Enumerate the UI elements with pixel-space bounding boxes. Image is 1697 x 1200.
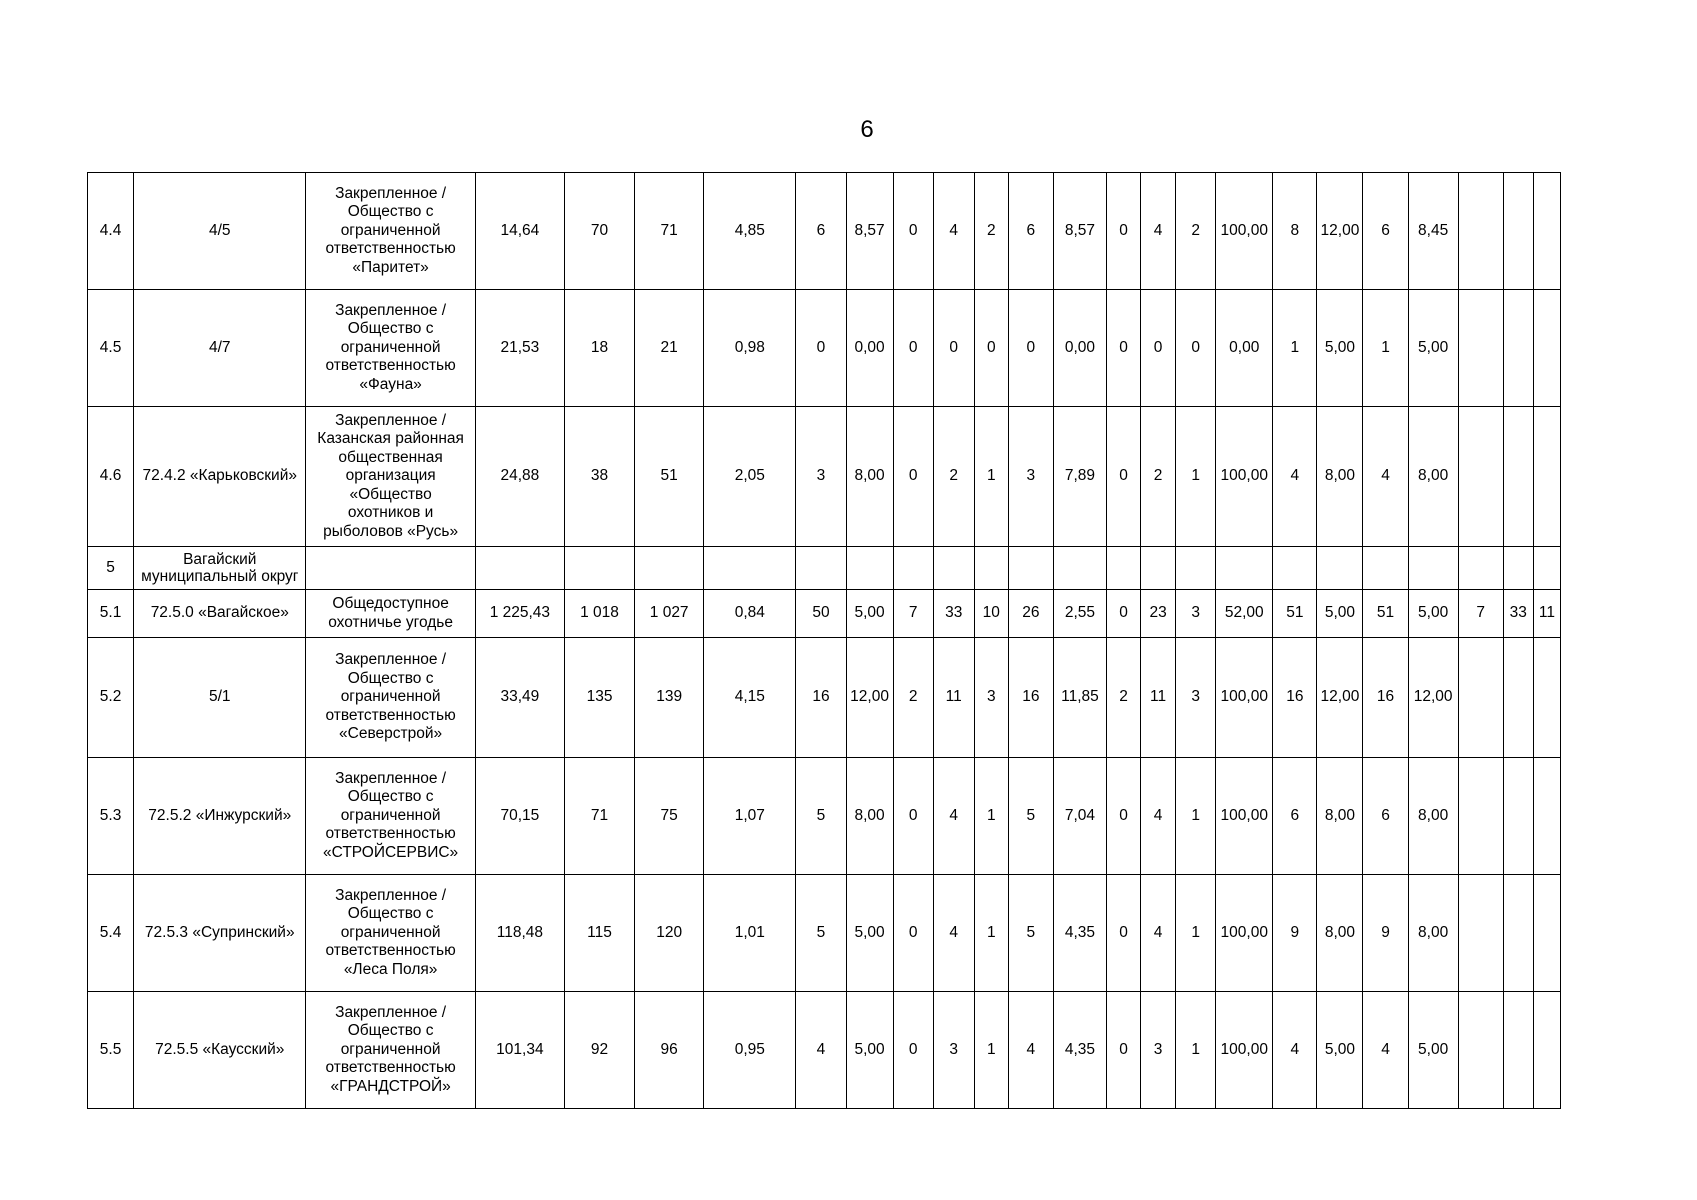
table-cell: 7 <box>893 590 933 638</box>
table-cell: 2 <box>933 407 974 547</box>
table-cell: 51 <box>1363 590 1408 638</box>
table-cell: 0,00 <box>846 290 893 407</box>
table-cell: 12,00 <box>1317 173 1363 290</box>
table-cell: 118,48 <box>475 875 564 992</box>
table-cell: 0,98 <box>704 290 796 407</box>
table-cell: 4/7 <box>134 290 306 407</box>
table-cell: 7 <box>1458 590 1503 638</box>
table-cell: 4,15 <box>704 638 796 758</box>
table-cell: 100,00 <box>1216 407 1273 547</box>
table-cell <box>1458 290 1503 407</box>
table-cell: 5 <box>88 547 134 590</box>
table-cell: 1 <box>974 875 1008 992</box>
table-cell <box>933 547 974 590</box>
table-cell <box>1533 290 1560 407</box>
table-cell: Закрепленное / Общество с ограниченной ответственностью «Паритет» <box>306 173 475 290</box>
table-cell: 5,00 <box>1408 992 1458 1109</box>
table-cell: 3 <box>974 638 1008 758</box>
table-cell: 5.5 <box>88 992 134 1109</box>
table-cell <box>1503 407 1533 547</box>
table-cell: 5,00 <box>1408 290 1458 407</box>
table-cell: 72.5.5 «Каусский» <box>134 992 306 1109</box>
table-row <box>88 590 1561 638</box>
table-cell: 2 <box>1176 173 1216 290</box>
table-cell: 1 <box>1176 407 1216 547</box>
table-cell: 101,34 <box>475 992 564 1109</box>
table-cell <box>1503 290 1533 407</box>
table-cell: 4 <box>1141 875 1176 992</box>
table-cell: 120 <box>635 875 704 992</box>
table-cell: 100,00 <box>1216 875 1273 992</box>
table-cell: 4,35 <box>1053 992 1106 1109</box>
table-cell <box>1458 875 1503 992</box>
table-cell: 100,00 <box>1216 638 1273 758</box>
table-cell <box>1533 547 1560 590</box>
table-cell: Закрепленное / Общество с ограниченной ответственностью «СТРОЙСЕРВИС» <box>306 758 475 875</box>
table-cell <box>475 547 564 590</box>
table-cell <box>1408 547 1458 590</box>
table-cell: 5,00 <box>846 992 893 1109</box>
table-cell: 5.3 <box>88 758 134 875</box>
table-cell: 1 <box>974 758 1008 875</box>
table-cell: 5 <box>796 758 846 875</box>
table-cell: 92 <box>564 992 634 1109</box>
table-cell <box>564 547 634 590</box>
table-cell: 11 <box>933 638 974 758</box>
table-cell: 1 <box>1176 875 1216 992</box>
table-cell: 2 <box>974 173 1008 290</box>
table-cell: 4/5 <box>134 173 306 290</box>
table-cell: 5 <box>1008 875 1053 992</box>
table-cell <box>1216 547 1273 590</box>
table-cell: 5,00 <box>1408 590 1458 638</box>
table-cell: 23 <box>1141 590 1176 638</box>
table-cell: 2 <box>1107 638 1141 758</box>
table-cell: 3 <box>1141 992 1176 1109</box>
table-cell: 1 018 <box>564 590 634 638</box>
table-cell: 3 <box>933 992 974 1109</box>
table-cell: 4 <box>1141 173 1176 290</box>
table-cell: 0 <box>1107 992 1141 1109</box>
table-cell <box>1141 547 1176 590</box>
table-cell: 0 <box>1107 407 1141 547</box>
page-number: 6 <box>860 116 874 143</box>
table-cell: 1 225,43 <box>475 590 564 638</box>
table-cell: 72.4.2 «Карьковский» <box>134 407 306 547</box>
table-cell: 0 <box>933 290 974 407</box>
table-cell: 1 <box>1176 992 1216 1109</box>
table-cell: 5.4 <box>88 875 134 992</box>
table-cell: 0 <box>1176 290 1216 407</box>
table-cell: 1 027 <box>635 590 704 638</box>
table-cell: 71 <box>635 173 704 290</box>
table-cell: 0 <box>893 992 933 1109</box>
table-cell <box>1503 758 1533 875</box>
hunting-grounds-table <box>87 172 1561 1109</box>
table-cell: 50 <box>796 590 846 638</box>
table-cell: 70 <box>564 173 634 290</box>
table-cell: 4 <box>933 758 974 875</box>
table-cell: 5,00 <box>1317 590 1363 638</box>
table-cell: 0,00 <box>1216 290 1273 407</box>
table-cell: Закрепленное / Общество с ограниченной ответственностью «ГРАНДСТРОЙ» <box>306 992 475 1109</box>
table-cell: 9 <box>1273 875 1317 992</box>
table-cell <box>1363 547 1408 590</box>
table-cell <box>1533 407 1560 547</box>
table-cell: 3 <box>796 407 846 547</box>
table-cell: 5/1 <box>134 638 306 758</box>
table-cell: 24,88 <box>475 407 564 547</box>
table-cell: 4 <box>933 875 974 992</box>
table-cell: 8,00 <box>1317 875 1363 992</box>
table-cell: 1 <box>974 407 1008 547</box>
table-cell: 0 <box>1141 290 1176 407</box>
table-cell <box>974 547 1008 590</box>
table-cell: 52,00 <box>1216 590 1273 638</box>
table-cell: 33 <box>1503 590 1533 638</box>
table-cell: 72.5.3 «Супринский» <box>134 875 306 992</box>
table-cell <box>1176 547 1216 590</box>
table-cell: 5 <box>1008 758 1053 875</box>
table-cell: 0,95 <box>704 992 796 1109</box>
table-cell <box>1008 547 1053 590</box>
table-cell: 7,04 <box>1053 758 1106 875</box>
table-cell: 6 <box>1363 758 1408 875</box>
table-cell: 6 <box>1273 758 1317 875</box>
table-row <box>88 638 1561 758</box>
table-cell <box>1458 407 1503 547</box>
table-cell: 6 <box>796 173 846 290</box>
table-cell: Закрепленное / Общество с ограниченной ответственностью «Леса Поля» <box>306 875 475 992</box>
table-cell: 4 <box>1363 407 1408 547</box>
table-cell: 11,85 <box>1053 638 1106 758</box>
table-cell: 12,00 <box>1408 638 1458 758</box>
table-cell: 72.5.2 «Инжурский» <box>134 758 306 875</box>
table-cell: 6 <box>1008 173 1053 290</box>
table-cell: 4.5 <box>88 290 134 407</box>
table-cell <box>796 547 846 590</box>
table-row <box>88 992 1561 1109</box>
table-cell: 5,00 <box>1317 290 1363 407</box>
table-cell: 96 <box>635 992 704 1109</box>
table-cell: 0 <box>893 407 933 547</box>
table-cell: 51 <box>635 407 704 547</box>
table-row <box>88 547 1561 590</box>
table-cell: 21 <box>635 290 704 407</box>
table-cell: 0 <box>1107 173 1141 290</box>
table-cell: 100,00 <box>1216 758 1273 875</box>
table-cell: 72.5.0 «Вагайское» <box>134 590 306 638</box>
table-cell: 0 <box>893 290 933 407</box>
table-cell <box>1458 992 1503 1109</box>
table-cell: 9 <box>1363 875 1408 992</box>
table-cell: 4 <box>1141 758 1176 875</box>
table-cell <box>1458 173 1503 290</box>
table-cell: 2,55 <box>1053 590 1106 638</box>
table-cell <box>704 547 796 590</box>
table-cell: 51 <box>1273 590 1317 638</box>
table-cell: 0 <box>974 290 1008 407</box>
table-cell <box>1317 547 1363 590</box>
table-cell: 33,49 <box>475 638 564 758</box>
table-cell: 8,00 <box>846 758 893 875</box>
table-cell <box>1503 875 1533 992</box>
table-row <box>88 173 1561 290</box>
table-cell <box>1107 547 1141 590</box>
table-cell: Закрепленное / Казанская районная общественная организация «Общество охотников и рыболовов «Русь» <box>306 407 475 547</box>
table-cell: 5 <box>796 875 846 992</box>
table-cell: 100,00 <box>1216 173 1273 290</box>
table-row <box>88 758 1561 875</box>
table-cell: 16 <box>1273 638 1317 758</box>
table-cell: 12,00 <box>1317 638 1363 758</box>
table-cell <box>1533 758 1560 875</box>
table-cell: 0 <box>1107 290 1141 407</box>
table-cell: 70,15 <box>475 758 564 875</box>
table-cell: 2 <box>893 638 933 758</box>
table-cell: 0 <box>893 875 933 992</box>
table-cell: 1 <box>1363 290 1408 407</box>
table-cell: 100,00 <box>1216 992 1273 1109</box>
table-row <box>88 875 1561 992</box>
table-cell <box>1458 638 1503 758</box>
table-cell: 115 <box>564 875 634 992</box>
table-cell <box>1533 875 1560 992</box>
table-cell: 0 <box>796 290 846 407</box>
table-cell: Общедоступное охотничье угодье <box>306 590 475 638</box>
table-cell: 0 <box>1107 758 1141 875</box>
table-cell: 8,57 <box>846 173 893 290</box>
table-cell: 3 <box>1008 407 1053 547</box>
table-cell <box>1503 992 1533 1109</box>
table-cell: 8,00 <box>846 407 893 547</box>
table-cell: 8,00 <box>1317 758 1363 875</box>
table-cell: 8,00 <box>1408 875 1458 992</box>
table-cell: 11 <box>1141 638 1176 758</box>
table-cell: 1,01 <box>704 875 796 992</box>
table-cell <box>1503 638 1533 758</box>
table-cell: 8,45 <box>1408 173 1458 290</box>
table-cell: 4 <box>1363 992 1408 1109</box>
table-cell: 4 <box>1008 992 1053 1109</box>
table-cell: 4 <box>1273 407 1317 547</box>
table-cell: 8,00 <box>1408 407 1458 547</box>
table-cell: 18 <box>564 290 634 407</box>
table-cell: 8,00 <box>1408 758 1458 875</box>
table-cell: 4,35 <box>1053 875 1106 992</box>
table-cell <box>1503 547 1533 590</box>
table-cell: 11 <box>1533 590 1560 638</box>
table-cell <box>1458 547 1503 590</box>
table-cell: 4 <box>1273 992 1317 1109</box>
table-cell: 5,00 <box>846 590 893 638</box>
table-cell: 75 <box>635 758 704 875</box>
table-cell: 8 <box>1273 173 1317 290</box>
table-cell: 6 <box>1363 173 1408 290</box>
table-cell: 12,00 <box>846 638 893 758</box>
table-cell: 3 <box>1176 590 1216 638</box>
table-cell: 1 <box>974 992 1008 1109</box>
table-cell <box>846 547 893 590</box>
table-cell: 5.2 <box>88 638 134 758</box>
table-cell: 4.6 <box>88 407 134 547</box>
table-cell: 135 <box>564 638 634 758</box>
table-cell <box>1053 547 1106 590</box>
table-cell: 0 <box>893 173 933 290</box>
table-cell <box>1458 758 1503 875</box>
table-cell: 16 <box>1008 638 1053 758</box>
table-cell: 16 <box>796 638 846 758</box>
table-cell: 0 <box>893 758 933 875</box>
table-cell <box>1533 638 1560 758</box>
table-cell: 10 <box>974 590 1008 638</box>
table-cell: 1 <box>1273 290 1317 407</box>
table-cell <box>1503 173 1533 290</box>
table-cell: 5.1 <box>88 590 134 638</box>
table-cell: 2,05 <box>704 407 796 547</box>
table-cell: 26 <box>1008 590 1053 638</box>
table-cell: 8,00 <box>1317 407 1363 547</box>
table-cell: 38 <box>564 407 634 547</box>
table-cell: 2 <box>1141 407 1176 547</box>
table-cell: 0 <box>1008 290 1053 407</box>
table-cell: 4.4 <box>88 173 134 290</box>
table-cell: 1,07 <box>704 758 796 875</box>
table-cell: 4,85 <box>704 173 796 290</box>
table-cell: 3 <box>1176 638 1216 758</box>
table-cell <box>1533 992 1560 1109</box>
table-cell: Закрепленное / Общество с ограниченной ответственностью «Фауна» <box>306 290 475 407</box>
table-cell <box>893 547 933 590</box>
table-cell <box>1533 173 1560 290</box>
table-cell <box>1273 547 1317 590</box>
table-cell: 21,53 <box>475 290 564 407</box>
table-cell: 5,00 <box>1317 992 1363 1109</box>
table-cell: 16 <box>1363 638 1408 758</box>
table-row <box>88 407 1561 547</box>
table-cell: 0,84 <box>704 590 796 638</box>
table-cell: 0,00 <box>1053 290 1106 407</box>
table-cell: 7,89 <box>1053 407 1106 547</box>
table-cell <box>635 547 704 590</box>
table-cell: 1 <box>1176 758 1216 875</box>
table-cell: 0 <box>1107 590 1141 638</box>
table-cell: 4 <box>933 173 974 290</box>
table-row <box>88 290 1561 407</box>
table-cell: 71 <box>564 758 634 875</box>
table-cell: 0 <box>1107 875 1141 992</box>
table-cell: Закрепленное / Общество с ограниченной ответственностью «Северстрой» <box>306 638 475 758</box>
table-cell: 8,57 <box>1053 173 1106 290</box>
table-cell: 14,64 <box>475 173 564 290</box>
table-cell: Вагайский муниципальный округ <box>134 547 306 590</box>
table-cell: 139 <box>635 638 704 758</box>
table-cell: 33 <box>933 590 974 638</box>
table-cell: 4 <box>796 992 846 1109</box>
table-cell <box>306 547 475 590</box>
table-cell: 5,00 <box>846 875 893 992</box>
